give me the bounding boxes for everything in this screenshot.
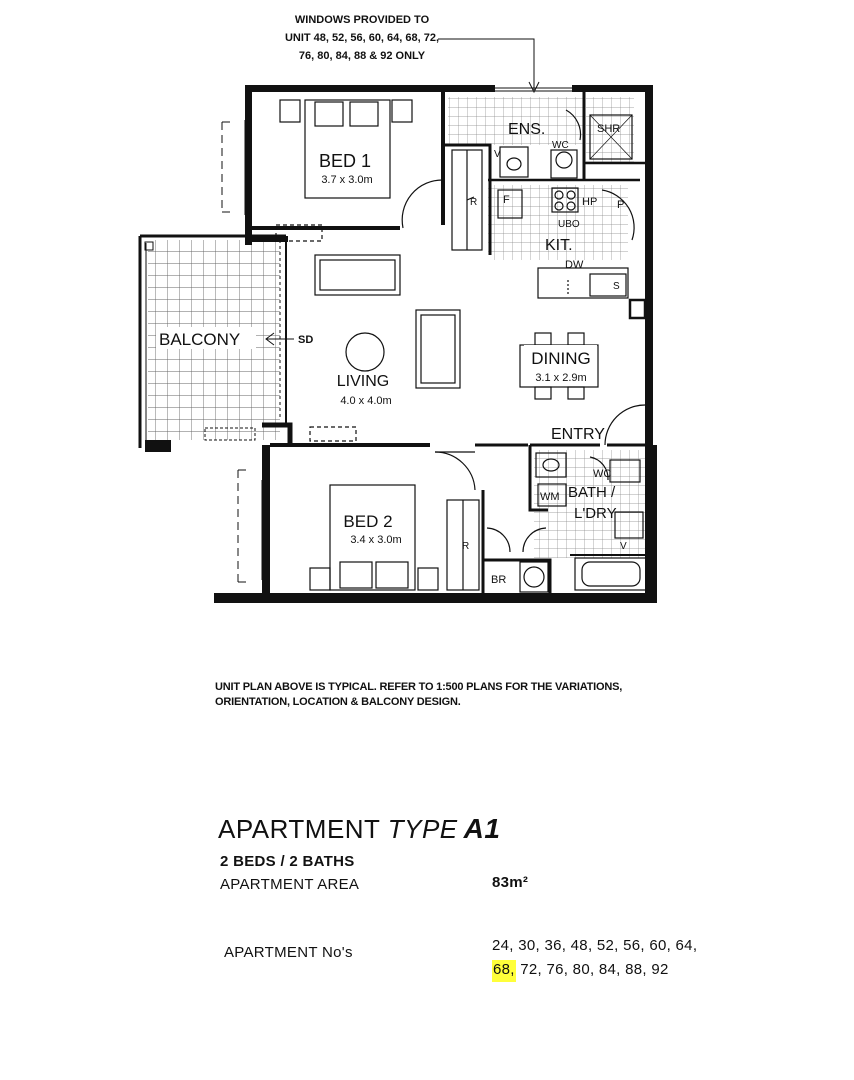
balcony-name: BALCONY (159, 330, 241, 349)
bed1-name: BED 1 (318, 151, 372, 171)
windows-note-leader (438, 39, 534, 90)
numbers-label: APARTMENT No's (224, 944, 353, 961)
bath-name: BATH / (568, 484, 616, 501)
fridge-label: F (503, 194, 510, 206)
windows-note (285, 14, 539, 92)
hp-label: HP (582, 196, 598, 208)
numbers-line-2 (492, 958, 697, 982)
bath-v-label: V (620, 541, 627, 552)
typical-note-line-2: ORIENTATION, LOCATION & BALCONY DESIGN. (215, 696, 461, 708)
br-label: BR (491, 574, 507, 586)
apartment-numbers (492, 934, 697, 982)
area-label: APARTMENT AREA (220, 876, 360, 893)
bed1-size: 3.7 x 3.0m (321, 174, 373, 186)
wardrobe-r1-label: R (470, 197, 478, 208)
title-prefix: APARTMENT (218, 814, 380, 844)
sink-label: S (613, 281, 620, 292)
dining-size: 3.1 x 2.9m (535, 372, 587, 384)
numbers-line-1: 24, 30, 36, 48, 52, 56, 60, 64, (492, 937, 698, 954)
wardrobe-r2-label: R (462, 541, 470, 552)
sofa (315, 255, 400, 295)
sd-label: SD (298, 334, 314, 346)
kitchen-name: KIT. (545, 237, 573, 254)
area-value: 83m² (492, 874, 529, 891)
highlighted-number: 68, (492, 960, 516, 982)
ensuite-name: ENS. (508, 121, 546, 138)
title-type-word: TYPE (387, 814, 458, 844)
bath-wc-label: WC (593, 468, 612, 480)
living-size: 4.0 x 4.0m (340, 395, 392, 407)
apartment-title (218, 813, 500, 845)
windows-note-line-2: UNIT 48, 52, 56, 60, 64, 68, 72, (284, 32, 440, 44)
bed2-name: BED 2 (343, 512, 393, 531)
entry-name: ENTRY (551, 426, 605, 443)
vanity-ensuite (500, 147, 528, 177)
coffee-table (416, 310, 460, 388)
title-type-code: A1 (463, 813, 501, 844)
windows-note-line-1: WINDOWS PROVIDED TO (294, 14, 430, 26)
ubo-label: UBO (558, 219, 580, 230)
bed2-size: 3.4 x 3.0m (350, 534, 402, 546)
typical-note-line-1: UNIT PLAN ABOVE IS TYPICAL. REFER TO 1:500 PLANS FOR THE VARIATIONS, (215, 681, 623, 693)
wm-label: WM (540, 491, 560, 503)
dw-label: DW (565, 259, 584, 271)
windows-note-line-3: 76, 80, 84, 88 & 92 ONLY (298, 50, 426, 62)
wardrobes (447, 150, 482, 590)
bath-floor (534, 450, 652, 558)
dining-name: DINING (531, 349, 591, 368)
beds-baths: 2 BEDS / 2 BATHS (220, 853, 355, 870)
living-name: LIVING (336, 373, 390, 390)
ens-v-label: V (494, 149, 501, 160)
typical-plan-note (215, 680, 622, 710)
round-table (346, 333, 384, 371)
shr-label: SHR (597, 123, 621, 135)
pantry-label: P (617, 199, 625, 211)
ens-wc-label: WC (552, 140, 569, 151)
numbers-line-2-rest: 72, 76, 80, 84, 88, 92 (515, 961, 669, 978)
laundry-name: L'DRY (574, 505, 617, 522)
